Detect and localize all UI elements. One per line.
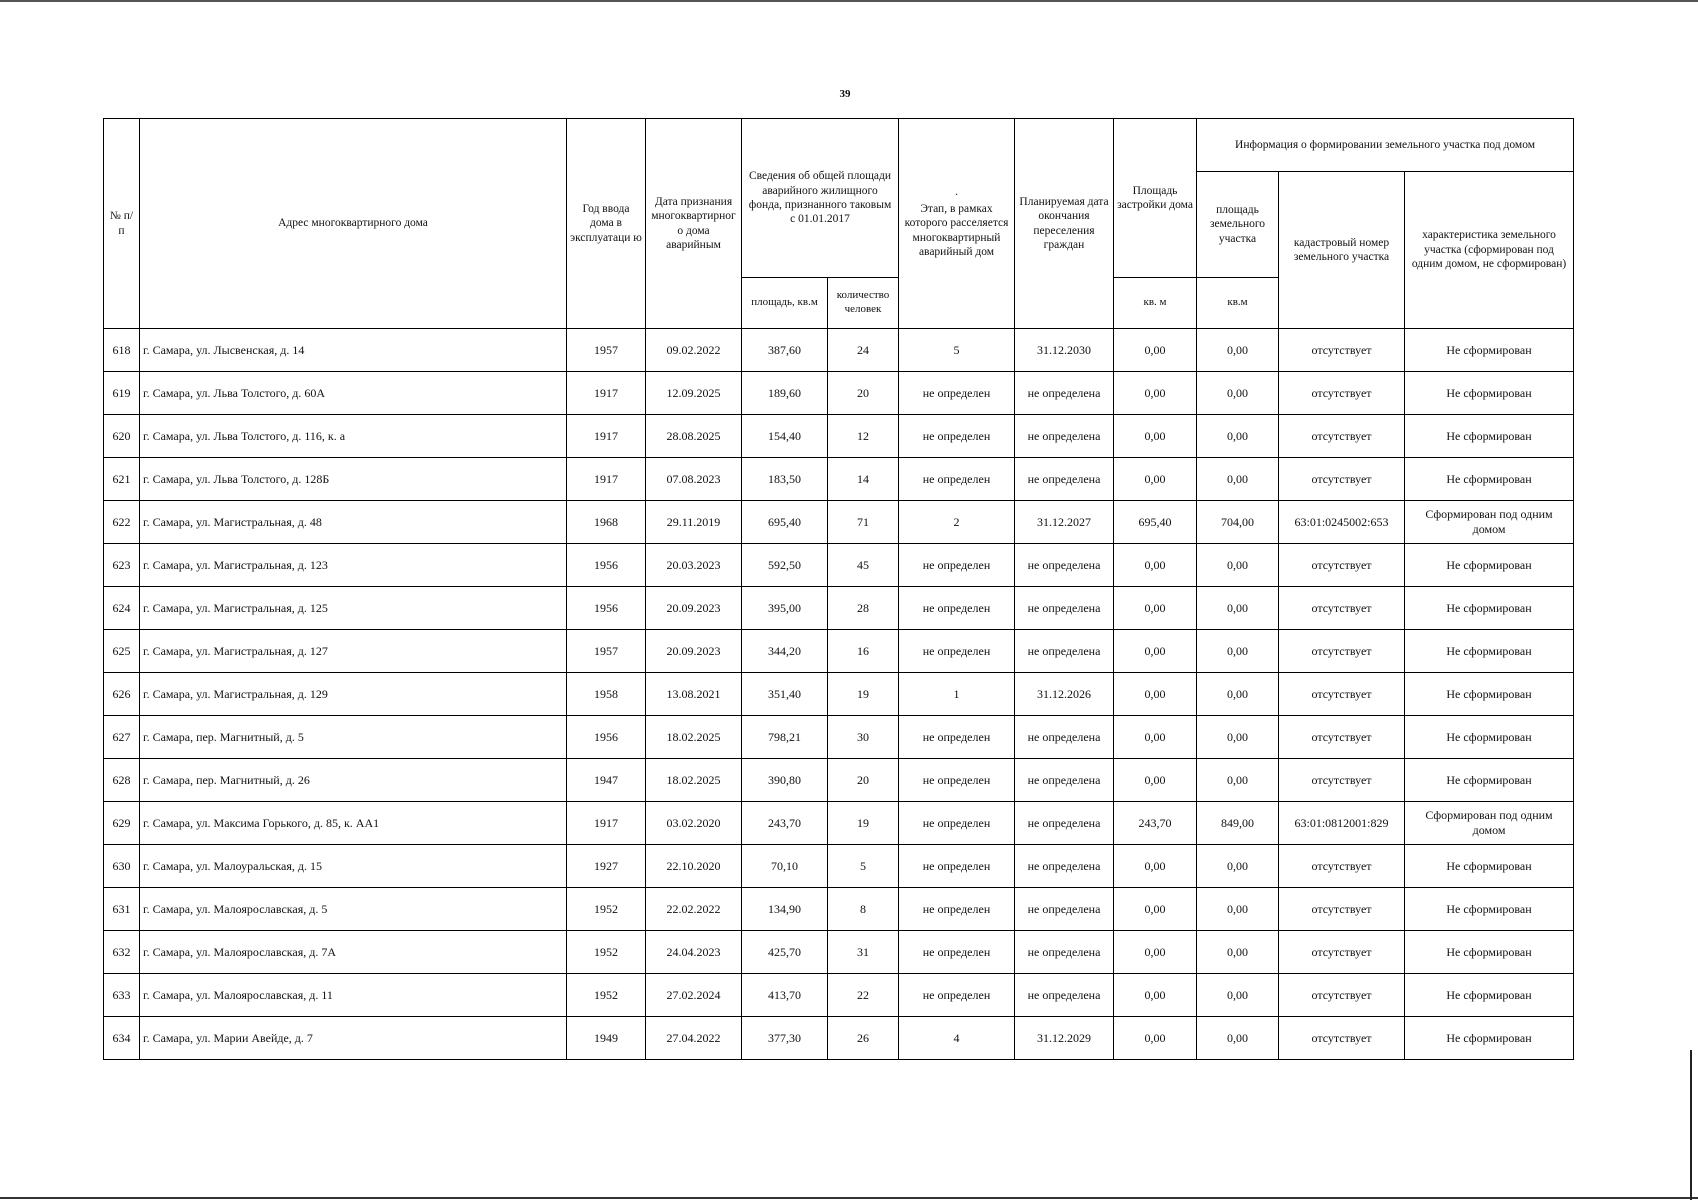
table-row [104,415,1574,458]
cell-address: г. Самара, ул. Магистральная, д. 123 [140,544,567,587]
table-body [104,329,1574,1060]
col-header-land-area-unit: кв.м [1197,278,1279,329]
cell-stage: не определен [899,458,1015,501]
cell-stage: не определен [899,716,1015,759]
table-row [104,888,1574,931]
cell-address: г. Самара, ул. Малоярославская, д. 7А [140,931,567,974]
cell-cadastral: отсутствует [1279,630,1405,673]
cell-address: г. Самара, пер. Магнитный, д. 26 [140,759,567,802]
cell-people: 8 [828,888,899,931]
cell-num: 629 [104,802,140,845]
col-header-stage [899,119,1015,329]
cell-address: г. Самара, ул. Лысвенская, д. 14 [140,329,567,372]
cell-build-area: 0,00 [1114,587,1197,630]
cell-cadastral: отсутствует [1279,329,1405,372]
cell-recognition-date: 20.09.2023 [646,630,742,673]
cell-status: Не сформирован [1405,587,1574,630]
cell-area: 390,80 [742,759,828,802]
cell-land-area: 0,00 [1197,415,1279,458]
cell-planned-date: не определена [1015,415,1114,458]
cell-num: 627 [104,716,140,759]
cell-planned-date: 31.12.2026 [1015,673,1114,716]
cell-recognition-date: 20.09.2023 [646,587,742,630]
cell-area: 134,90 [742,888,828,931]
cell-area: 387,60 [742,329,828,372]
cell-cadastral: отсутствует [1279,1017,1405,1060]
cell-build-area: 0,00 [1114,372,1197,415]
cell-stage: не определен [899,845,1015,888]
table-row [104,458,1574,501]
cell-planned-date: не определена [1015,372,1114,415]
cell-year: 1952 [567,974,646,1017]
cell-land-area: 0,00 [1197,544,1279,587]
cell-year: 1947 [567,759,646,802]
cell-year: 1956 [567,587,646,630]
cell-num: 628 [104,759,140,802]
cell-land-area: 0,00 [1197,974,1279,1017]
cell-cadastral: отсутствует [1279,458,1405,501]
cell-build-area: 0,00 [1114,716,1197,759]
cell-status: Не сформирован [1405,759,1574,802]
cell-year: 1956 [567,716,646,759]
cell-stage: не определен [899,931,1015,974]
cell-address: г. Самара, пер. Магнитный, д. 5 [140,716,567,759]
cell-people: 19 [828,673,899,716]
cell-build-area: 695,40 [1114,501,1197,544]
cell-status: Не сформирован [1405,673,1574,716]
cell-num: 630 [104,845,140,888]
col-header-build-area-unit: кв. м [1114,278,1197,329]
cell-cadastral: отсутствует [1279,845,1405,888]
scan-border-right [1690,1050,1692,1200]
cell-area: 243,70 [742,802,828,845]
cell-area: 395,00 [742,587,828,630]
table-row [104,501,1574,544]
cell-stage: не определен [899,888,1015,931]
cell-recognition-date: 24.04.2023 [646,931,742,974]
cell-cadastral: отсутствует [1279,759,1405,802]
cell-address: г. Самара, ул. Марии Авейде, д. 7 [140,1017,567,1060]
cell-build-area: 0,00 [1114,759,1197,802]
cell-stage: не определен [899,630,1015,673]
cell-status: Не сформирован [1405,931,1574,974]
cell-people: 22 [828,974,899,1017]
cell-land-area: 0,00 [1197,888,1279,931]
cell-planned-date: 31.12.2030 [1015,329,1114,372]
cell-stage: не определен [899,759,1015,802]
cell-build-area: 0,00 [1114,544,1197,587]
cell-build-area: 0,00 [1114,630,1197,673]
cell-stage: 5 [899,329,1015,372]
cell-planned-date: не определена [1015,802,1114,845]
cell-build-area: 0,00 [1114,415,1197,458]
cell-status: Не сформирован [1405,630,1574,673]
cell-planned-date: не определена [1015,759,1114,802]
cell-stage: 2 [899,501,1015,544]
cell-cadastral: отсутствует [1279,716,1405,759]
cell-num: 618 [104,329,140,372]
cell-year: 1949 [567,1017,646,1060]
cell-address: г. Самара, ул. Магистральная, д. 48 [140,501,567,544]
cell-cadastral: 63:01:0812001:829 [1279,802,1405,845]
scan-border-top [0,0,1698,2]
cell-address: г. Самара, ул. Максима Горького, д. 85, к. АА1 [140,802,567,845]
cell-num: 623 [104,544,140,587]
cell-build-area: 0,00 [1114,888,1197,931]
cell-status: Не сформирован [1405,544,1574,587]
cell-area: 695,40 [742,501,828,544]
col-header-address: Адрес многоквартирного дома [140,119,567,329]
cell-num: 619 [104,372,140,415]
cell-stage: не определен [899,974,1015,1017]
cell-people: 14 [828,458,899,501]
cell-planned-date: не определена [1015,931,1114,974]
table-row [104,802,1574,845]
cell-status: Не сформирован [1405,415,1574,458]
cell-recognition-date: 27.04.2022 [646,1017,742,1060]
cell-address: г. Самара, ул. Магистральная, д. 129 [140,673,567,716]
cell-recognition-date: 28.08.2025 [646,415,742,458]
cell-address: г. Самара, ул. Магистральная, д. 125 [140,587,567,630]
col-header-build-area: Площадь застройки дома [1114,119,1197,278]
cell-year: 1956 [567,544,646,587]
cell-area: 183,50 [742,458,828,501]
cell-people: 31 [828,931,899,974]
cell-area: 344,20 [742,630,828,673]
col-header-characteristic: характеристика земельного участка (сформирован под одним домом, не сформирован) [1405,172,1574,329]
col-header-area-info: Сведения об общей площади аварийного жилищного фонда, признанного таковым с 01.01.2017 [742,119,899,278]
stage-header-text: Этап, в рамках которого расселяется многоквартирный аварийный дом [904,202,1009,259]
cell-cadastral: отсутствует [1279,544,1405,587]
cell-year: 1917 [567,372,646,415]
table-row [104,845,1574,888]
cell-recognition-date: 13.08.2021 [646,673,742,716]
cell-land-area: 0,00 [1197,759,1279,802]
cell-address: г. Самара, ул. Малоярославская, д. 5 [140,888,567,931]
cell-people: 20 [828,372,899,415]
cell-build-area: 0,00 [1114,845,1197,888]
cell-num: 620 [104,415,140,458]
cell-recognition-date: 20.03.2023 [646,544,742,587]
cell-planned-date: не определена [1015,888,1114,931]
cell-land-area: 0,00 [1197,329,1279,372]
cell-area: 798,21 [742,716,828,759]
col-header-people: количество человек [828,278,899,329]
col-header-cadastral: кадастровый номер земельного участка [1279,172,1405,329]
cell-land-area: 0,00 [1197,716,1279,759]
cell-status: Не сформирован [1405,888,1574,931]
cell-people: 20 [828,759,899,802]
cell-planned-date: не определена [1015,544,1114,587]
cell-land-area: 0,00 [1197,845,1279,888]
cell-recognition-date: 18.02.2025 [646,716,742,759]
cell-planned-date: не определена [1015,845,1114,888]
cell-recognition-date: 29.11.2019 [646,501,742,544]
cell-address: г. Самара, ул. Льва Толстого, д. 128Б [140,458,567,501]
cell-land-area: 0,00 [1197,372,1279,415]
cell-status: Не сформирован [1405,716,1574,759]
cell-num: 633 [104,974,140,1017]
cell-num: 621 [104,458,140,501]
cell-cadastral: 63:01:0245002:653 [1279,501,1405,544]
cell-year: 1957 [567,329,646,372]
cell-area: 425,70 [742,931,828,974]
page-number: 39 [839,88,851,100]
cell-people: 71 [828,501,899,544]
cell-land-area: 0,00 [1197,458,1279,501]
cell-status: Не сформирован [1405,458,1574,501]
table-row [104,372,1574,415]
cell-num: 626 [104,673,140,716]
cell-address: г. Самара, ул. Льва Толстого, д. 60А [140,372,567,415]
cell-status: Не сформирован [1405,845,1574,888]
emergency-housing-table [103,118,1574,1060]
cell-status: Сформирован под одним домом [1405,802,1574,845]
cell-cadastral: отсутствует [1279,974,1405,1017]
col-header-planned-date: Планируемая дата окончания переселения граждан [1015,119,1114,329]
cell-address: г. Самара, ул. Малоуральская, д. 15 [140,845,567,888]
cell-cadastral: отсутствует [1279,931,1405,974]
cell-people: 19 [828,802,899,845]
cell-people: 26 [828,1017,899,1060]
cell-year: 1952 [567,931,646,974]
cell-cadastral: отсутствует [1279,673,1405,716]
cell-year: 1958 [567,673,646,716]
cell-build-area: 0,00 [1114,329,1197,372]
cell-year: 1927 [567,845,646,888]
cell-status: Не сформирован [1405,372,1574,415]
cell-num: 632 [104,931,140,974]
cell-people: 28 [828,587,899,630]
table-row [104,630,1574,673]
cell-land-area: 0,00 [1197,1017,1279,1060]
cell-build-area: 0,00 [1114,974,1197,1017]
cell-year: 1917 [567,802,646,845]
cell-build-area: 0,00 [1114,458,1197,501]
cell-land-area: 0,00 [1197,587,1279,630]
table-row [104,716,1574,759]
col-header-land-area: площадь земельного участка [1197,172,1279,278]
table-row [104,759,1574,802]
cell-status: Не сформирован [1405,329,1574,372]
cell-recognition-date: 03.02.2020 [646,802,742,845]
cell-stage: 4 [899,1017,1015,1060]
cell-land-area: 704,00 [1197,501,1279,544]
cell-recognition-date: 07.08.2023 [646,458,742,501]
table-row [104,1017,1574,1060]
stage-mark: · [954,188,959,201]
cell-planned-date: 31.12.2027 [1015,501,1114,544]
cell-planned-date: не определена [1015,458,1114,501]
col-header-area: площадь, кв.м [742,278,828,329]
cell-recognition-date: 27.02.2024 [646,974,742,1017]
cell-recognition-date: 22.10.2020 [646,845,742,888]
scan-border-bottom [0,1197,1698,1199]
cell-address: г. Самара, ул. Льва Толстого, д. 116, к. а [140,415,567,458]
table-row [104,673,1574,716]
cell-build-area: 0,00 [1114,673,1197,716]
cell-recognition-date: 12.09.2025 [646,372,742,415]
cell-num: 634 [104,1017,140,1060]
cell-year: 1957 [567,630,646,673]
cell-people: 12 [828,415,899,458]
cell-status: Сформирован под одним домом [1405,501,1574,544]
cell-people: 16 [828,630,899,673]
cell-build-area: 243,70 [1114,802,1197,845]
cell-status: Не сформирован [1405,1017,1574,1060]
cell-build-area: 0,00 [1114,931,1197,974]
cell-planned-date: не определена [1015,716,1114,759]
cell-cadastral: отсутствует [1279,372,1405,415]
cell-people: 30 [828,716,899,759]
cell-recognition-date: 22.02.2022 [646,888,742,931]
col-header-recognition-date: Дата признания многоквартирног о дома аварийным [646,119,742,329]
cell-year: 1917 [567,458,646,501]
cell-cadastral: отсутствует [1279,415,1405,458]
cell-planned-date: не определена [1015,587,1114,630]
cell-cadastral: отсутствует [1279,587,1405,630]
cell-num: 622 [104,501,140,544]
table-row [104,329,1574,372]
cell-num: 631 [104,888,140,931]
cell-recognition-date: 18.02.2025 [646,759,742,802]
col-header-land-info: Информация о формировании земельного участка под домом [1197,119,1574,172]
cell-planned-date: не определена [1015,630,1114,673]
cell-land-area: 0,00 [1197,630,1279,673]
cell-planned-date: не определена [1015,974,1114,1017]
cell-cadastral: отсутствует [1279,888,1405,931]
cell-area: 351,40 [742,673,828,716]
cell-stage: не определен [899,587,1015,630]
cell-address: г. Самара, ул. Магистральная, д. 127 [140,630,567,673]
cell-land-area: 849,00 [1197,802,1279,845]
table-row [104,544,1574,587]
cell-address: г. Самара, ул. Малоярославская, д. 11 [140,974,567,1017]
cell-area: 154,40 [742,415,828,458]
col-header-num: № п/п [104,119,140,329]
table-row [104,587,1574,630]
cell-stage: 1 [899,673,1015,716]
cell-area: 70,10 [742,845,828,888]
col-header-year: Год ввода дома в эксплуатаци ю [567,119,646,329]
cell-stage: не определен [899,415,1015,458]
cell-people: 5 [828,845,899,888]
cell-stage: не определен [899,544,1015,587]
cell-area: 413,70 [742,974,828,1017]
cell-people: 45 [828,544,899,587]
cell-planned-date: 31.12.2029 [1015,1017,1114,1060]
cell-stage: не определен [899,372,1015,415]
cell-land-area: 0,00 [1197,673,1279,716]
table-row [104,931,1574,974]
table-row [104,974,1574,1017]
cell-recognition-date: 09.02.2022 [646,329,742,372]
cell-people: 24 [828,329,899,372]
cell-num: 625 [104,630,140,673]
cell-build-area: 0,00 [1114,1017,1197,1060]
cell-status: Не сформирован [1405,974,1574,1017]
cell-year: 1968 [567,501,646,544]
cell-land-area: 0,00 [1197,931,1279,974]
cell-year: 1952 [567,888,646,931]
cell-year: 1917 [567,415,646,458]
cell-stage: не определен [899,802,1015,845]
cell-area: 189,60 [742,372,828,415]
cell-area: 377,30 [742,1017,828,1060]
cell-num: 624 [104,587,140,630]
cell-area: 592,50 [742,544,828,587]
